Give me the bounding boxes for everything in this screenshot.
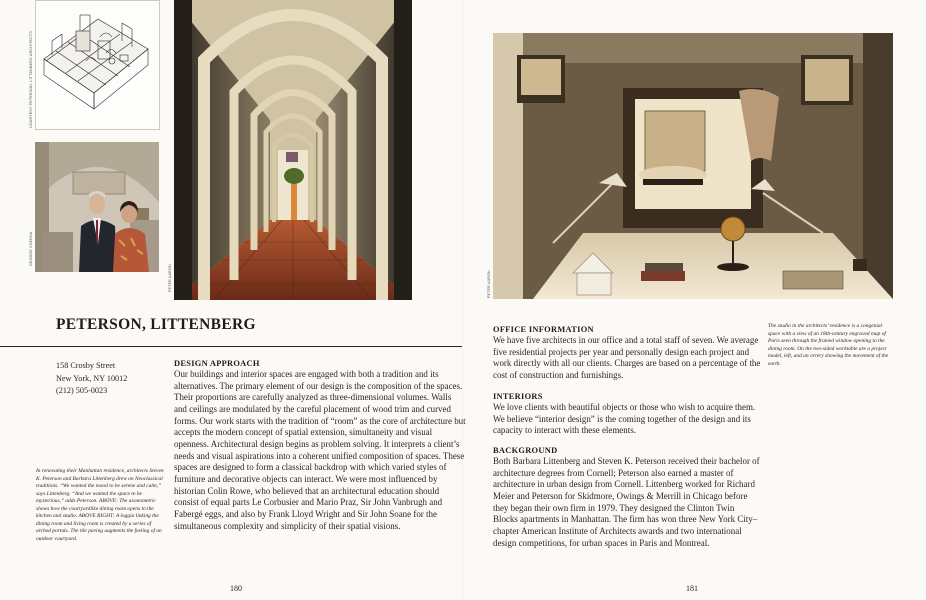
background-heading: BACKGROUND: [493, 446, 558, 455]
studio-image: [493, 33, 893, 299]
left-caption: In renovating their Manhattan residence, architects Steven K. Peterson and Barbara Littenberg drew on Neoclassical traditions. “We wanted the mood to be serene and calm,” says Littenberg. “And we wanted the space to be mysterious,” adds Peterson. ABOVE: The axonometric shows how the courtyardlike dining room opens to the kitchen and studio. ABOVE RIGHT: A loggia linking the dining room and living room is created by a series of arched portals. The tile paving augments the feeling of an outdoor courtyard.: [36, 468, 164, 542]
axonometric-drawing: [35, 0, 160, 130]
address-city: New York, NY 10012: [56, 373, 128, 383]
loggia-corridor-photo: [174, 0, 412, 300]
photo-credit-studio: PETER AARON: [487, 270, 491, 298]
page-number-right: 181: [686, 584, 698, 593]
office-information-heading: OFFICE INFORMATION: [493, 325, 594, 334]
photo-credit-axonometric: COURTESY PETERSON, LITTENBERG ARCHITECTS: [29, 31, 33, 128]
background-body: Both Barbara Littenberg and Steven K. Peterson received their bachelor of architecture degrees from Cornell; Peterson also earned a master of architecture in urban design from Cornell. Littenberg worked for Richard Meier and Peterson for Skidmore, Owings & Merrill in Chicago before they began their own firm in 1979. They designed the Clinton Twin Blocks apartments in Manhattan. The firm has won three New York City–chapter American Institute of Architects awards and two international design competitions, for urban spaces in Paris and Montreal.: [493, 456, 760, 548]
interiors-heading: INTERIORS: [493, 392, 543, 401]
photo-credit-portrait: GEORGE CSERNA: [29, 231, 33, 266]
right-caption: The studio in the architects’ residence is a congenial space with a view of an 18th-century engraved map of Paris seen through the framed window opening to the dining room. On the two-sided worktable are a project model, left, and an orrery showing the movement of the earth.: [768, 323, 889, 367]
studio-photo: [493, 33, 893, 299]
address-phone: (212) 505-0023: [56, 386, 108, 395]
address-street: 158 Crosby Street: [56, 361, 116, 370]
design-approach-heading: DESIGN APPROACH: [174, 359, 260, 368]
firm-address: [56, 360, 127, 398]
axonometric-drawing-lines: [36, 1, 159, 129]
loggia-corridor-image: [174, 0, 412, 300]
firm-name-heading: PETERSON, LITTENBERG: [56, 316, 256, 333]
interiors-body: We love clients with beautiful objects or those who wish to acquire them. We believe “interior design” is the coming together of the design and its capacity to interact with these elements.: [493, 402, 756, 436]
heading-rule: [0, 346, 462, 347]
architects-portrait-photo: [35, 142, 159, 272]
photo-credit-corridor: PETER AARON: [168, 264, 172, 292]
office-information-body: We have five architects in our office and a total staff of seven. We average five residential projects per year and personally design each project and work directly with all our clients. Charges are based on a percentage of the cost of construction and furnishings.: [493, 335, 761, 380]
design-approach-body: Our buildings and interior spaces are engaged with both a tradition and its alternatives. The primary element of our design is the composition of the spaces. Their proportions are carefully analyzed as three-dimensional volumes. Walls and ceilings are modulated by the careful placement of wood trim and curved forms. Our work starts with the tradition of “room” as the core of architecture but accepts the modern concept of spatial extension, simultaneity and visual openness. Architectural design begins as problem solving. It interprets a client’s needs and visual aspirations into a coherent unified composition of spaces. These spaces are designed to form a classical backdrop with which varied styles of furniture and decorative objects can interact. We were most influenced by historian Colin Rowe, who believed that an architectural education should consist of equal parts Le Corbusier and Mario Praz, Sir John Vanbrugh and Fabergé eggs, and also by Frank Lloyd Wright and Sir John Soane for the simultaneous complexity and simplicity of their spatial visions.: [174, 369, 466, 531]
page-number-left: 180: [230, 584, 242, 593]
architects-portrait-image: [35, 142, 159, 272]
